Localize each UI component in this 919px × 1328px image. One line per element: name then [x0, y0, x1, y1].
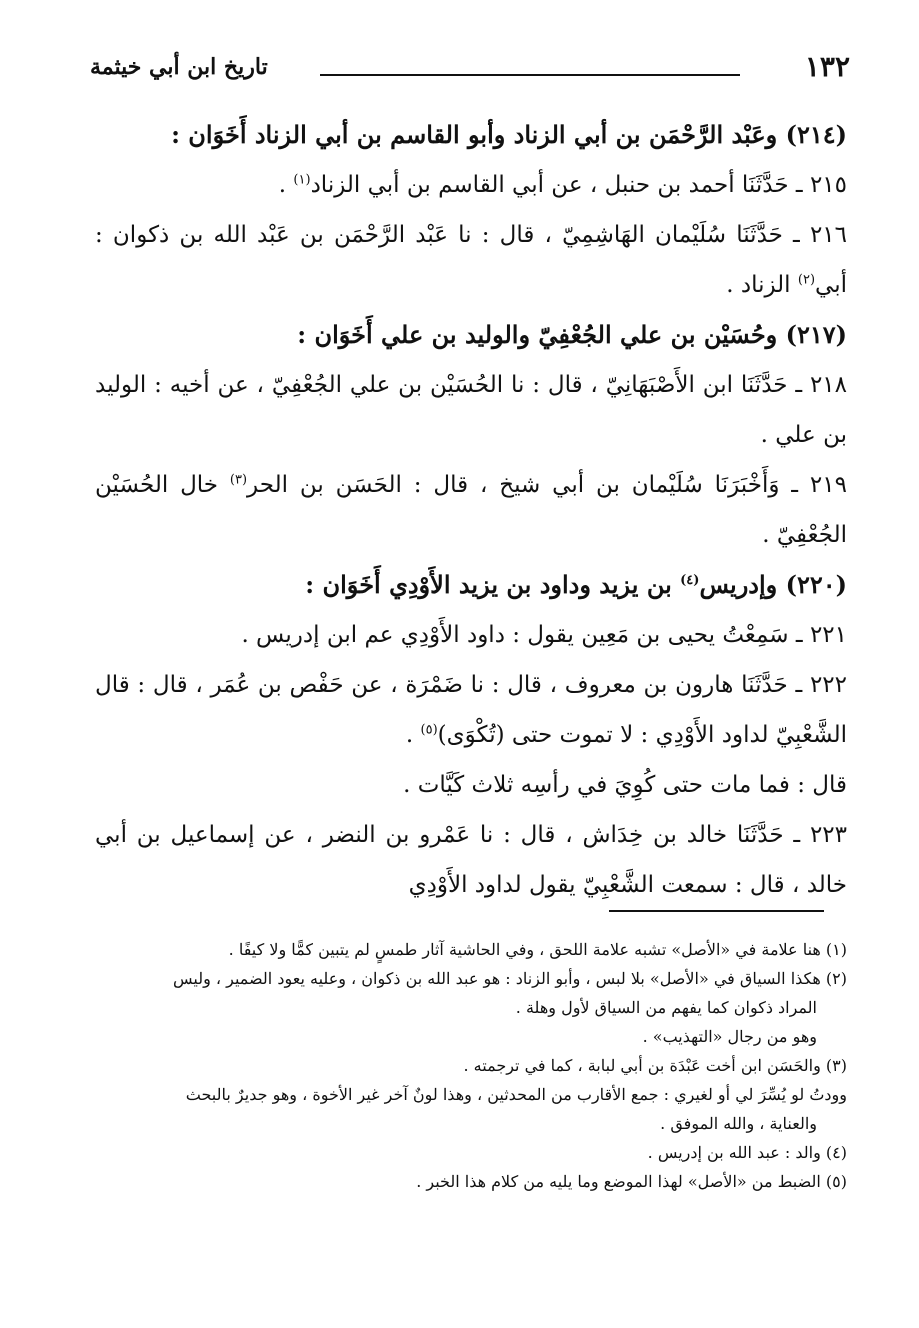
hadith-text: ٢١٥ ـ حَدَّثَنَا أحمد بن حنبل ، عن أبي القاسم بن أبي الزناد: [310, 172, 847, 198]
hadith-text-after: خال الحُسَيْن الجُعْفِيّ .: [95, 472, 847, 548]
hadith-text: ٢١٨ ـ حَدَّثَنَا ابن الأَصْبَهَانِيّ ، قال : نا الحُسَيْن بن علي الجُعْفِيّ ، عن أخيه : الوليد بن علي .: [95, 372, 847, 448]
footnote-ref[interactable]: (١): [293, 172, 311, 188]
hadith-entry: [95, 660, 847, 760]
section-heading: [95, 310, 847, 360]
footnote-ref[interactable]: (٤): [680, 573, 700, 588]
hadith-entry: [95, 760, 847, 810]
hadith-text-after: .: [405, 722, 421, 748]
book-title: تاريخ ابن أبي خيثمة: [90, 54, 268, 80]
footnote-ref[interactable]: (٣): [229, 472, 248, 488]
hadith-text: ٢٢٢ ـ حَدَّثَنَا هارون بن معروف ، قال : نا ضَمْرَة ، عن حَفْص بن عُمَر ، قال : قال الشَّعْبِيّ لداود الأَوْدِي : لا تموت حتى (تُكْوَى): [95, 672, 847, 748]
hadith-entry: [95, 610, 847, 660]
section-heading: [95, 110, 847, 160]
heading-text: (٢١٤) وعَبْد الرَّحْمَن بن أبي الزناد وأبو القاسم بن أبي الزناد أَخَوَان :: [171, 120, 847, 149]
page-number: ١٣٢: [804, 50, 850, 83]
hadith-text: ٢٢٣ ـ حَدَّثَنَا خالد بن خِدَاش ، قال : نا عَمْرو بن النضر ، عن إسماعيل بن أبي خالد ، قال : سمعت الشَّعْبِيّ يقول لداود الأَوْدِي: [95, 822, 847, 898]
header-rule: [320, 74, 740, 76]
heading-text: (٢٢٠) وإدريس: [699, 570, 847, 599]
hadith-text: ٢٢١ ـ سَمِعْتُ يحيى بن مَعِين يقول : داود الأَوْدِي عم ابن إدريس .: [241, 622, 847, 648]
footnote: (٤) والد : عبد الله بن إدريس .: [647, 1143, 847, 1162]
footnote: وودتُ لو يُسِّرَ لي أو لغيري : جمع الأقارب من المحدثين ، وهذا لونٌ آخر غير الأخوة ، وهو جديرٌ بالبحث: [185, 1085, 847, 1104]
footnote-continuation: والعناية ، والله الموفق .: [660, 1114, 817, 1133]
hadith-entry: [95, 810, 847, 910]
hadith-text-after: .: [278, 172, 294, 198]
hadith-entry: [95, 360, 847, 460]
hadith-entry: [95, 160, 847, 210]
hadith-entry: [95, 460, 847, 560]
hadith-text: قال : فما مات حتى كُوِيَ في رأسِه ثلاث كَيَّات .: [403, 772, 847, 798]
footnote-continuation: المراد ذكوان كما يفهم من السياق لأول وهلة .: [515, 998, 817, 1017]
footnote-separator: [609, 910, 824, 912]
footnotes: [95, 935, 847, 1196]
footnote: (١) هنا علامة في «الأصل» تشبه علامة اللحق ، وفي الحاشية آثار طمسٍ لم يتبين كمًّا ولا كيفًا .: [228, 940, 847, 959]
heading-text: (٢١٧) وحُسَيْن بن علي الجُعْفِيّ والوليد بن علي أَخَوَان :: [297, 320, 847, 349]
footnote-ref[interactable]: (٢): [797, 272, 816, 288]
hadith-text-after: الزناد .: [726, 272, 798, 298]
page-header: [90, 50, 850, 90]
footnote-ref[interactable]: (٥): [420, 722, 438, 738]
section-heading: [95, 560, 847, 610]
footnote: (٢) هكذا السياق في «الأصل» بلا لبس ، وأبو الزناد : هو عبد الله بن ذكوان ، وعليه يعود الضمير ، وليس: [172, 969, 847, 988]
hadith-entry: [95, 210, 847, 310]
hadith-text: ٢١٩ ـ وَأَخْبَرَنَا سُلَيْمان بن أبي شيخ ، قال : الحَسَن بن الحر: [247, 472, 847, 498]
footnote-continuation: وهو من رجال «التهذيب» .: [642, 1027, 817, 1046]
footnote: (٥) الضبط من «الأصل» لهذا الموضع وما يليه من كلام هذا الخبر .: [416, 1172, 847, 1191]
main-text: [95, 110, 847, 910]
hadith-text: ٢١٦ ـ حَدَّثَنَا سُلَيْمان الهَاشِمِيّ ، قال : نا عَبْد الرَّحْمَن بن عَبْد الله بن ذكوان : أبي: [95, 222, 847, 298]
footnote: (٣) والحَسَن ابن أخت عَبْدَة بن أبي لبابة ، كما في ترجمته .: [463, 1056, 847, 1075]
heading-text-after: بن يزيد وداود بن يزيد الأَوْدِي أَخَوَان :: [305, 570, 681, 599]
